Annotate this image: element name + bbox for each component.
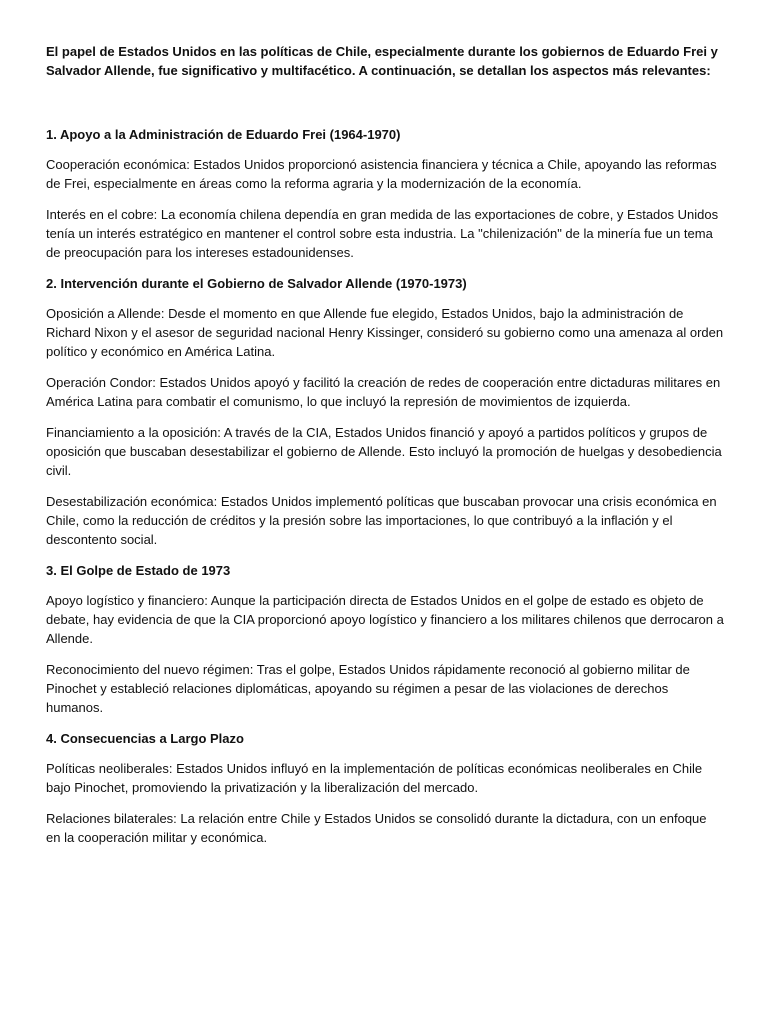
document-body xyxy=(46,42,724,859)
section-paragraph: Relaciones bilaterales: La relación entre Chile y Estados Unidos se consolidó durante la dictadura, con un enfoque en la cooperación militar y económica. xyxy=(46,811,707,845)
intro-paragraph: El papel de Estados Unidos en las políticas de Chile, especialmente durante los gobiernos de Eduardo Frei y Salvador Allende, fue significativo y multifacético. A continuación, se detallan los aspectos más relevantes: xyxy=(46,44,718,78)
section-1 xyxy=(46,125,724,262)
section-paragraph: Reconocimiento del nuevo régimen: Tras el golpe, Estados Unidos rápidamente reconoció al gobierno militar de Pinochet y estableció relaciones diplomáticas, apoyando su régimen a pesar de las violaciones de derechos humanos. xyxy=(46,662,690,715)
section-heading: 3. El Golpe de Estado de 1973 xyxy=(46,563,231,578)
section-3 xyxy=(46,561,724,717)
section-paragraph: Cooperación económica: Estados Unidos proporcionó asistencia financiera y técnica a Chile, apoyando las reformas de Frei, especialmente en áreas como la reforma agraria y la modernización de la economía. xyxy=(46,157,717,191)
section-paragraph: Interés en el cobre: La economía chilena dependía en gran medida de las exportaciones de cobre, y Estados Unidos tenía un interés estratégico en mantener el control sobre esta industria. La "chilenización" de la minería fue un tema de preocupación para los intereses estadounidenses. xyxy=(46,207,719,260)
section-paragraph: Operación Condor: Estados Unidos apoyó y facilitó la creación de redes de cooperación entre dictaduras militares en América Latina para combatir el comunismo, lo que incluyó la represión de movimientos de izquierda. xyxy=(46,375,721,409)
section-paragraph: Apoyo logístico y financiero: Aunque la participación directa de Estados Unidos en el golpe de estado es objeto de debate, hay evidencia de que la CIA proporcionó apoyo logístico y financiero a los militares chilenos que derrocaron a Allende. xyxy=(46,593,724,646)
section-paragraph: Oposición a Allende: Desde el momento en que Allende fue elegido, Estados Unidos, bajo la administración de Richard Nixon y el asesor de seguridad nacional Henry Kissinger, consideró su gobierno como una amenaza al orden político y económico en América Latina. xyxy=(46,306,724,359)
section-paragraph: Financiamiento a la oposición: A través de la CIA, Estados Unidos financió y apoyó a partidos políticos y grupos de oposición que buscaban desestabilizar el gobierno de Allende. Esto incluyó la promoción de huelgas y desobediencia civil. xyxy=(46,425,722,478)
section-4 xyxy=(46,729,724,847)
section-heading: 2. Intervención durante el Gobierno de Salvador Allende (1970-1973) xyxy=(46,276,467,291)
section-heading: 4. Consecuencias a Largo Plazo xyxy=(46,731,244,746)
section-2 xyxy=(46,274,724,549)
section-paragraph: Desestabilización económica: Estados Unidos implementó políticas que buscaban provocar una crisis económica en Chile, como la reducción de créditos y la presión sobre las importaciones, lo que contribuyó a la inflación y el descontento social. xyxy=(46,494,717,547)
section-heading: 1. Apoyo a la Administración de Eduardo Frei (1964-1970) xyxy=(46,127,401,142)
section-paragraph: Políticas neoliberales: Estados Unidos influyó en la implementación de políticas económicas neoliberales en Chile bajo Pinochet, promoviendo la privatización y la liberalización del mercado. xyxy=(46,761,703,795)
